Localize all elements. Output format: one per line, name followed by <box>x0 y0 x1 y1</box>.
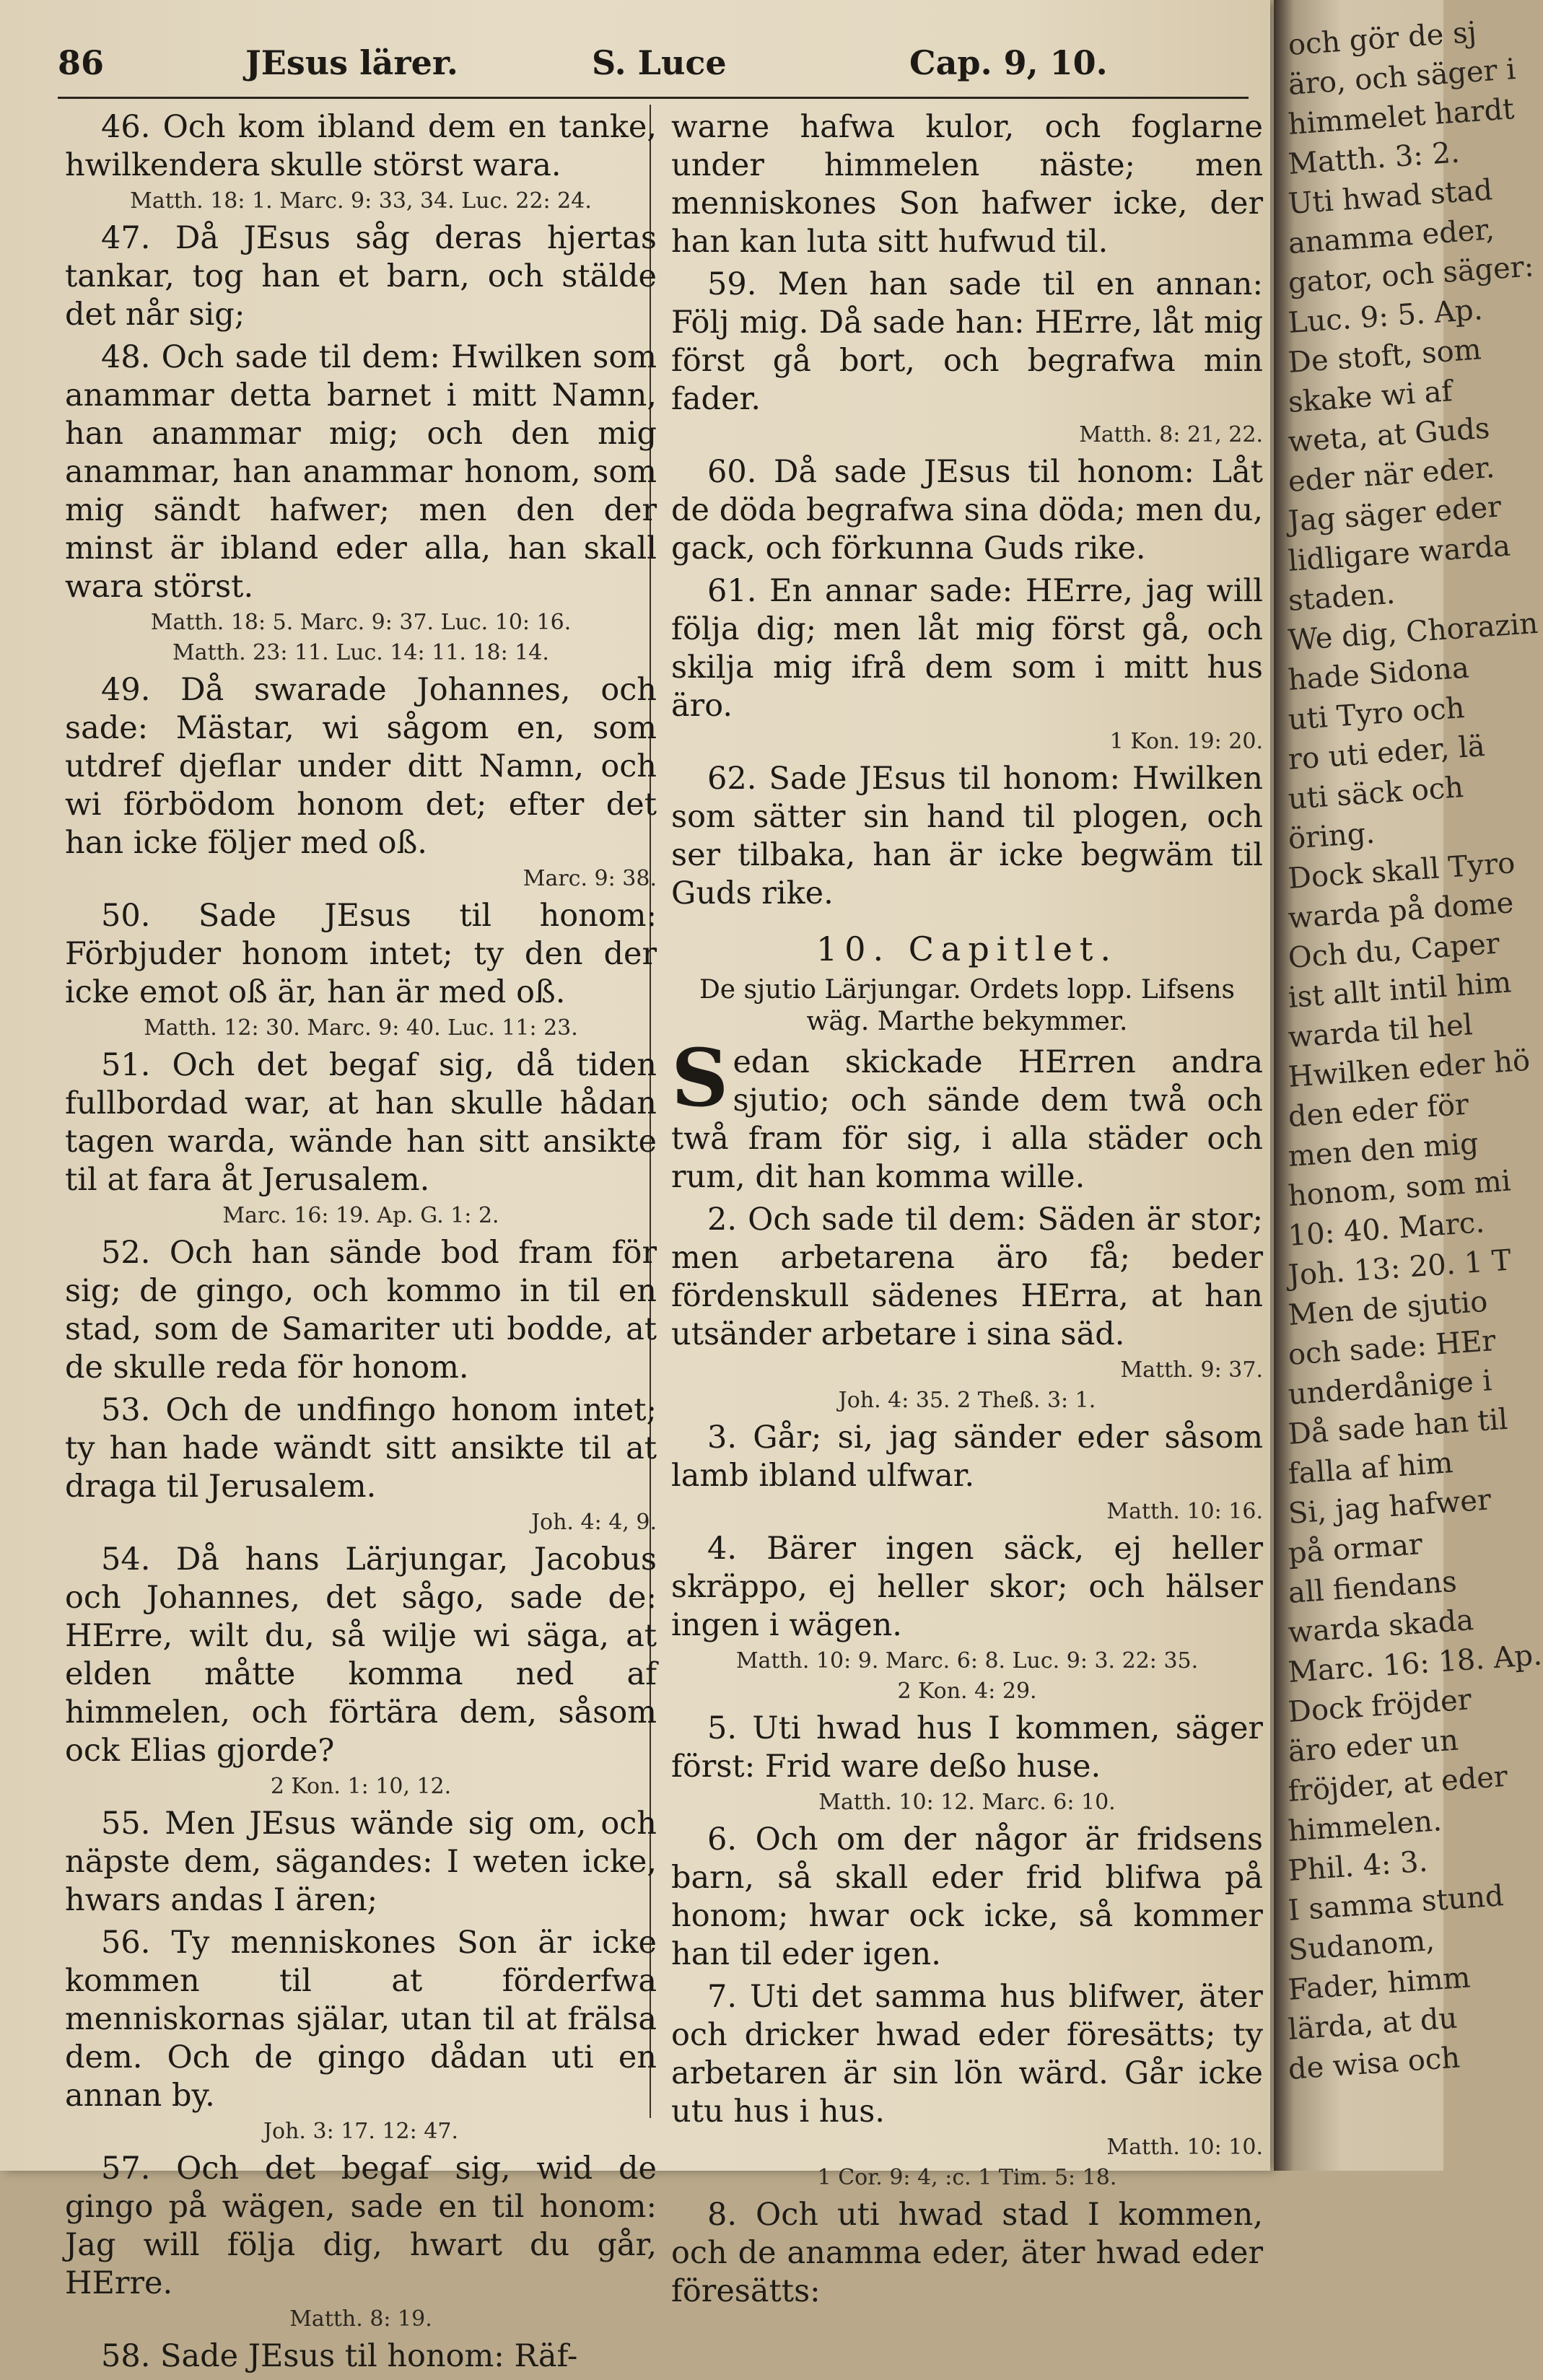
adjacent-page-line: I samma stund <box>1287 1879 1505 1928</box>
adjacent-page-line: We dig, Chorazin <box>1287 606 1539 657</box>
cross-reference: Matth. 23: 11. Luc. 14: 11. 18: 14. <box>172 640 549 665</box>
cross-reference: 1 Kon. 19: 20. <box>1109 729 1263 754</box>
right-column-verses <box>671 108 1263 913</box>
verse: 50. Sade JEsus til honom: Förbjuder honom intet; ty den der icke emot oß är, han är med oß. <box>65 898 657 1010</box>
adjacent-page-line: 10: 40. Marc. <box>1287 1206 1486 1253</box>
cross-reference: Matth. 8: 19. <box>289 2306 432 2332</box>
cross-reference: 2 Kon. 4: 29. <box>897 1679 1037 1704</box>
verse: 6. Och om der någor är fridsens barn, så skall eder frid blifwa på honom; hwar ock icke, så kommer han til eder igen. <box>671 1821 1263 1972</box>
adjacent-page-line: Phil. 4: 3. <box>1287 1845 1429 1888</box>
verse: 61. En annar sade: HErre, jag will följa dig; men låt mig först gå, och skilja mig ifrå dem som i mitt hus äro. <box>671 573 1263 724</box>
adjacent-page-line: warda til hel <box>1287 1008 1474 1054</box>
adjacent-page-line: hade Sidona <box>1287 651 1471 697</box>
adjacent-page-line: warda skada <box>1287 1604 1475 1650</box>
adjacent-page-line: äro eder un <box>1287 1723 1460 1769</box>
verse: 8. Och uti hwad stad I kommen, och de anamma eder, äter hwad eder föresätts: <box>671 2197 1263 2309</box>
header-rule <box>58 97 1249 99</box>
chapter-summary: De sjutio Lärjungar. Ordets lopp. Lifsens wäg. Marthe bekymmer. <box>699 975 1236 1036</box>
adjacent-page-line: fröjder, at eder <box>1287 1759 1509 1808</box>
cross-reference: Matth. 12: 30. Marc. 9: 40. Luc. 11: 23. <box>144 1015 578 1041</box>
adjacent-page-line: anamma eder, <box>1287 213 1496 261</box>
adjacent-page-line: lidligare warda <box>1287 529 1512 578</box>
adjacent-page-line: Och du, Caper <box>1287 927 1501 975</box>
adjacent-page-line: men den mig <box>1287 1126 1480 1173</box>
chapter-reference: Cap. 9, 10. <box>909 43 1108 82</box>
adjacent-page-line: himmelen. <box>1287 1804 1443 1848</box>
cross-reference: Matth. 18: 1. Marc. 9: 33, 34. Luc. 22: 24. <box>130 188 592 214</box>
adjacent-page-line: äro, och säger i <box>1287 53 1517 102</box>
cross-reference: Matth. 10: 12. Marc. 6: 10. <box>818 1790 1116 1815</box>
adjacent-page-line: all fiendans <box>1287 1565 1459 1610</box>
adjacent-page-line: honom, som mi <box>1287 1164 1512 1213</box>
adjacent-page-line: staden. <box>1287 577 1396 618</box>
verse: 54. Då hans Lärjungar, Jacobus och Johannes, det sågo, sade de: HErre, wilt du, så wilje wi säga, at elden måtte komma ned af himmelen, och förtära dem, såsom ock Elias gjorde? <box>65 1541 657 1769</box>
adjacent-page-line: gator, och säger: <box>1287 250 1535 300</box>
verse: 47. Då JEsus såg deras hjertas tankar, tog han et barn, och stälde det når sig; <box>65 220 657 333</box>
adjacent-page-line: ist allt intil him <box>1287 966 1513 1015</box>
cross-reference: Marc. 16: 19. Ap. G. 1: 2. <box>222 1203 499 1228</box>
adjacent-page-line: Då sade han til <box>1287 1402 1509 1451</box>
adjacent-page-line: Luc. 9: 5. Ap. <box>1287 293 1484 340</box>
chapter-first-verse <box>671 1031 1263 1196</box>
verse: 60. Då sade JEsus til honom: Låt de döda begrafwa sina döda; men du, gack, och förkunna Guds rike. <box>671 454 1263 566</box>
verse: 48. Och sade til dem: Hwilken som anammar detta barnet i mitt Namn, han anammar mig; och den mig anammar, han anammar honom, som mig sändt hafwer; men den der minst är ibland eder alla, han skall wara störst. <box>65 339 657 605</box>
cross-reference: Joh. 4: 4, 9. <box>531 1510 657 1535</box>
cross-reference: 1 Cor. 9: 4, :c. 1 Tim. 5: 18. <box>817 2165 1117 2190</box>
verse: 4. Bärer ingen säck, ej heller skräppo, ej heller skor; och hälser ingen i wägen. <box>671 1531 1263 1643</box>
adjacent-page-line: Joh. 13: 20. 1 T <box>1287 1243 1513 1292</box>
verse: 3. Går; si, jag sänder eder såsom lamb ibland ulfwar. <box>671 1419 1263 1494</box>
cross-reference: Matth. 8: 21, 22. <box>1079 422 1263 447</box>
adjacent-page-line: de wisa och <box>1287 2041 1461 2086</box>
verse: 51. Och det begaf sig, då tiden fullbordad war, at han skulle hådan tagen warda, wände han sitt ansikte til at fara åt Jerusalem. <box>65 1047 657 1198</box>
cross-reference: Joh. 4: 35. 2 Theß. 3: 1. <box>838 1388 1096 1413</box>
cross-reference: Marc. 9: 38. <box>523 866 657 891</box>
verse-continuation: warne hafwa kulor, och foglarne under himmelen näste; men menniskones Son hafwer icke, der han kan luta sitt hufwud til. <box>671 109 1263 260</box>
adjacent-page-line: Dock skall Tyro <box>1287 846 1516 896</box>
verse: 2. Och sade til dem: Säden är stor; men arbetarena äro få; beder fördenskull sädenes HErra, at han utsänder arbetare i sina säd. <box>671 1202 1263 1352</box>
cross-reference: Matth. 9: 37. <box>1120 1357 1263 1383</box>
verse: 7. Uti det samma hus blifwer, äter och dricker hwad eder föresätts; ty arbetaren är sin lön wärd. Går icke utu hus i hus. <box>671 1979 1263 2130</box>
adjacent-page-line: den eder för <box>1287 1088 1470 1134</box>
adjacent-page-line: uti Tyro och <box>1287 691 1466 737</box>
running-title: JEsus lärer. <box>245 43 458 82</box>
adjacent-page-line: skake wi af <box>1287 375 1454 419</box>
cross-reference: Matth. 10: 16. <box>1106 1499 1263 1524</box>
cross-reference: Joh. 3: 17. 12: 47. <box>263 2119 458 2144</box>
adjacent-page-line: eder när eder. <box>1287 451 1496 499</box>
adjacent-page-line: Jag säger eder <box>1287 490 1503 538</box>
page-number: 86 <box>58 43 105 82</box>
verse: 62. Sade JEsus til honom: Hwilken som sätter sin hand til plogen, och ser tilbaka, han är icke begwäm til Guds rike. <box>671 761 1263 911</box>
left-column <box>65 108 657 2380</box>
adjacent-page-line: Matth. 3: 2. <box>1287 136 1461 181</box>
adjacent-page-line: uti säck och <box>1287 771 1465 816</box>
adjacent-page-line: falla af him <box>1287 1446 1454 1491</box>
cross-reference: Matth. 10: 9. Marc. 6: 8. Luc. 9: 3. 22: 35. <box>735 1648 1199 1674</box>
first-verse-text: edan skickade HErren andra sjutio; och sände dem twå och twå fram för sig, i alla städer och rum, dit han komma wille. <box>671 1044 1263 1195</box>
verse: 55. Men JEsus wände sig om, och näpste dem, sägandes: I weten icke, hwars andas I ären; <box>65 1806 657 1918</box>
adjacent-page-line: Men de sjutio <box>1287 1285 1489 1332</box>
adjacent-page-line: Uti hwad stad <box>1287 173 1494 221</box>
adjacent-page-line: Hwilken eder hö <box>1287 1044 1531 1094</box>
verse: 56. Ty menniskones Son är icke kommen til at förderfwa menniskornas själar, utan til at frälsa dem. Och de gingo dådan uti en annan by. <box>65 1925 657 2114</box>
adjacent-page-line: weta, at Guds <box>1287 411 1491 459</box>
chapter-heading: 10. Capitlet. <box>816 929 1119 968</box>
verse: 53. Och de undfingo honom intet; ty han hade wändt sitt ansikte til at draga til Jerusalem. <box>65 1392 657 1505</box>
verse: 5. Uti hwad hus I kommen, säger först: Frid ware deßo huse. <box>671 1710 1263 1785</box>
adjacent-page-line: De stoft, som <box>1287 333 1482 380</box>
verse: 58. Sade JEsus til honom: Räf- <box>101 2338 578 2374</box>
adjacent-page-line: Si, jag hafwer <box>1287 1483 1492 1531</box>
verse: 57. Och det begaf sig, wid de gingo på wägen, sade en til honom: Jag will följa dig, hwart du går, HErre. <box>65 2151 657 2301</box>
adjacent-page-line: Fader, himm <box>1287 1961 1472 2007</box>
adjacent-page-line: och gör de sj <box>1287 15 1478 62</box>
verse: 59. Men han sade til en annan: Följ mig. Då sade han: HErre, låt mig först gå bort, och begrafwa min fader. <box>671 266 1263 417</box>
adjacent-page-line: underdånige i <box>1287 1364 1493 1412</box>
adjacent-page-line: warda på dome <box>1287 886 1515 935</box>
adjacent-page-edge <box>1274 0 1543 2171</box>
cross-reference: Matth. 10: 10. <box>1106 2135 1263 2160</box>
verse: 52. Och han sände bod fram för sig; de gingo, och kommo in til en stad, som de Samariter uti bodde, at de skulle reda för honom. <box>65 1235 657 1386</box>
adjacent-page-line: på ormar <box>1287 1528 1424 1570</box>
adjacent-page-line: och sade: HEr <box>1287 1324 1497 1372</box>
adjacent-page-line: öring. <box>1287 816 1376 856</box>
cross-reference: Matth. 18: 5. Marc. 9: 37. Luc. 10: 16. <box>150 610 572 635</box>
page-header <box>58 43 1249 94</box>
adjacent-page-line: Sudanom, <box>1287 1923 1436 1967</box>
adjacent-page-line: Dock fröjder <box>1287 1683 1473 1729</box>
verse: 46. Och kom ibland dem en tanke, hwilkendera skulle störst wara. <box>65 109 657 183</box>
adjacent-page-line: lärda, at du <box>1287 2001 1459 2047</box>
book-title: S. Luce <box>592 43 727 82</box>
adjacent-page-line: himmelet hardt <box>1287 92 1516 141</box>
right-column <box>671 108 1263 2315</box>
cross-reference: 2 Kon. 1: 10, 12. <box>270 1774 452 1799</box>
adjacent-page-line: ro uti eder, lä <box>1287 730 1486 776</box>
drop-cap: S <box>671 1031 729 1124</box>
adjacent-page-line: Marc. 16: 18. Ap. <box>1287 1638 1543 1689</box>
verse: 49. Då swarade Johannes, och sade: Mästar, wi sågom en, som utdref djeflar under ditt Namn, och wi förbödom honom det; efter det han icke följer med oß. <box>65 672 657 861</box>
right-column-chapter-verses <box>671 1201 1263 2311</box>
